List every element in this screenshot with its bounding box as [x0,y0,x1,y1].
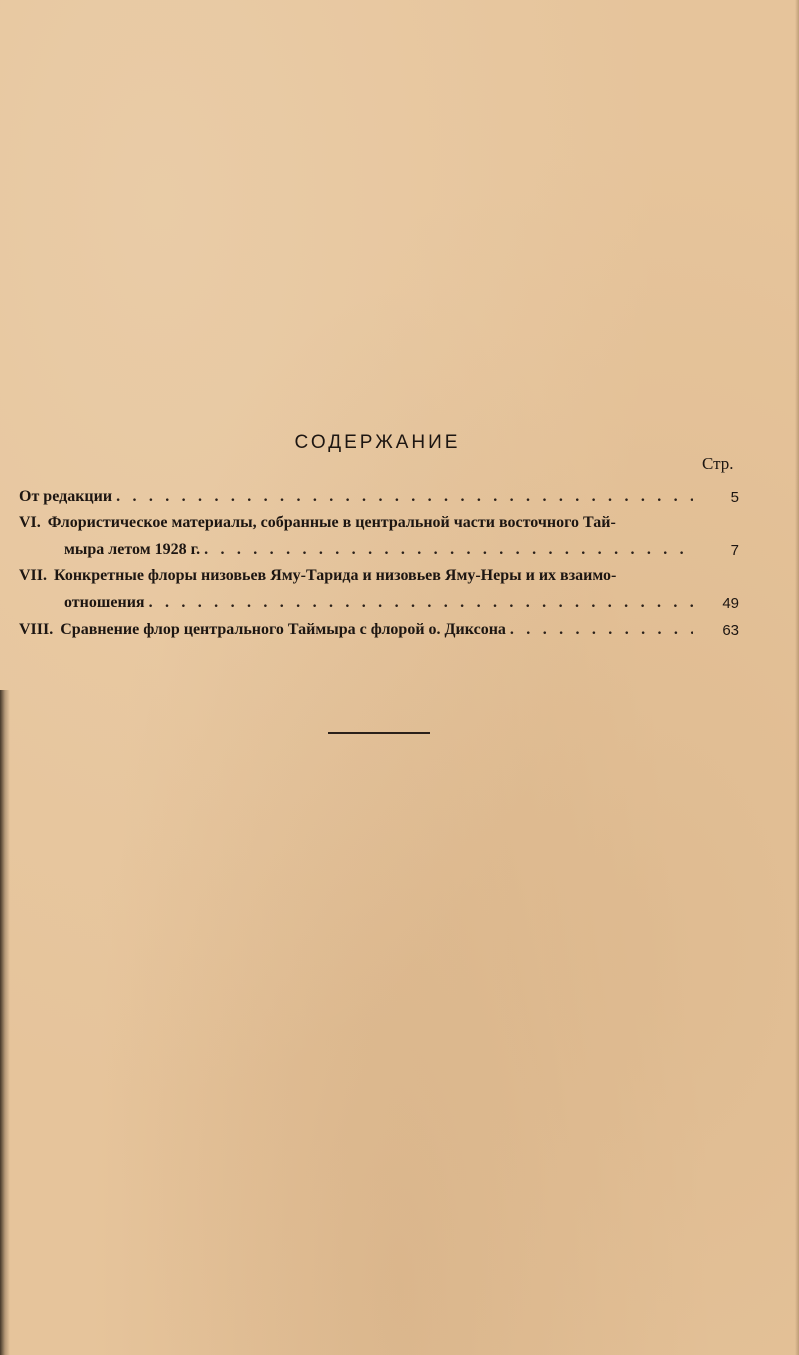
toc-entry-vi [19,506,739,559]
leader-dots [116,488,693,506]
toc-page-number: 63 [722,622,739,639]
toc-entry-text: Флористическое материалы, собранные в центральной части восточного Тай- [47,514,616,531]
toc-entry-number: VI. [19,514,41,531]
end-rule-divider [328,732,430,734]
page-edge-shadow [0,690,10,1355]
toc-entry-text: От редакции [19,488,113,505]
toc-page-number: 5 [730,489,739,506]
toc-entry-text-continued: мыра летом 1928 г. [64,541,201,558]
page-title: СОДЕРЖАНИЕ [294,432,461,453]
page-edge-shade [795,0,799,1355]
toc-entry-number: VIII. [19,621,54,638]
toc-entry-number: VII. [19,567,48,584]
toc-entry-vii [19,559,739,612]
table-of-contents [19,479,739,639]
pages-column-header: Стр. [702,454,734,473]
leader-dots [204,541,693,559]
toc-entry-text: Конкретные флоры низовьев Яму-Тарида и низовьев Яму-Неры и их взаимо- [54,567,617,584]
leader-dots [510,621,693,639]
toc-page-number: 7 [730,542,739,559]
toc-entry-text-continued: отношения [64,594,145,611]
leader-dots [149,594,693,612]
toc-entry-text: Сравнение флор центрального Таймыра с флорой о. Диксона [60,621,506,638]
toc-page-number: 49 [722,595,739,612]
toc-entry-viii [19,612,739,639]
toc-entry-editorial [19,479,739,506]
